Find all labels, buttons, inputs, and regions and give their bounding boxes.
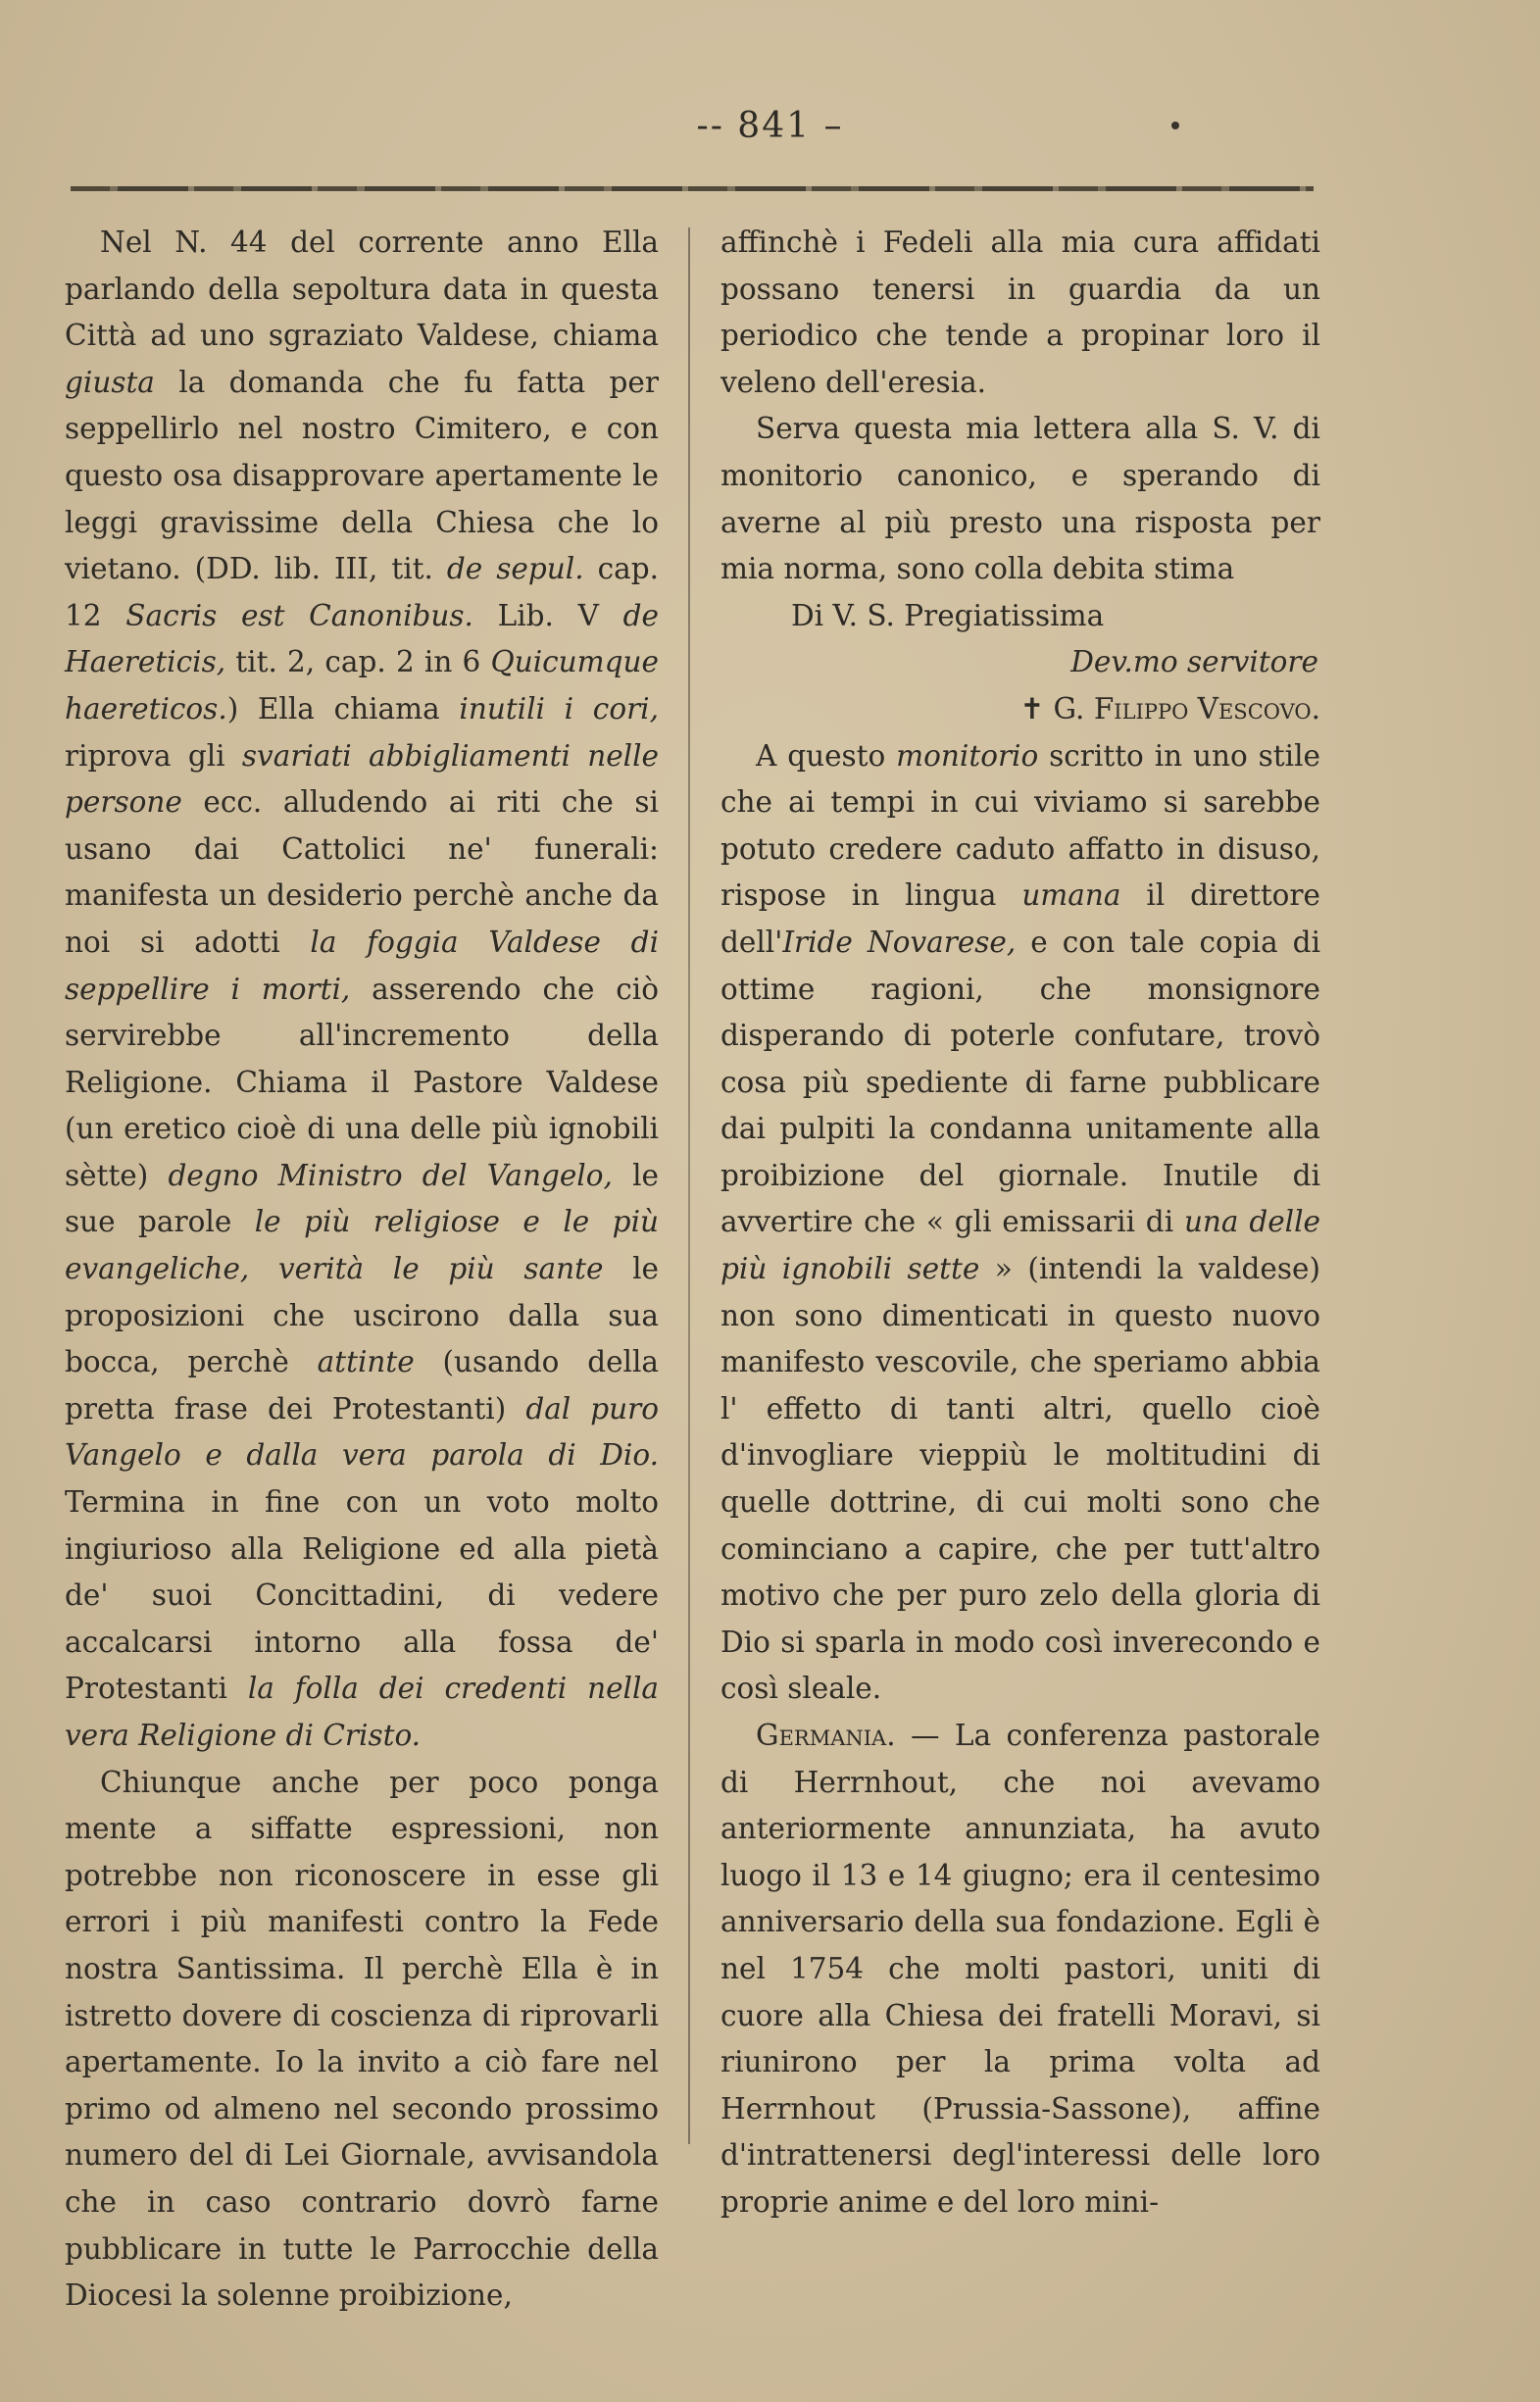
left-paragraph-2: Chiunque anche per poco ponga mente a siffatte espressioni, non potrebbe non riconoscere in esse gli errori i più manifesti contro la Fede nostra Santissima. Il perchè Ella è in istretto dovere di coscienza di riprovarli apertamente. Io la invito a ciò fare nel primo od almeno nel secondo prossimo numero del di Lei Giornale, avvisandola che in caso contrario dovrò farne pubblicare in tutte le Parrocchie della Diocesi la solenne proibizione, bbox=[65, 1765, 659, 2313]
italic-phrase: la foggia Valdese di seppellire i morti, bbox=[65, 925, 659, 1006]
text-run: » (intendi la valdese) non sono dimenticati in questo nuovo manifesto vescovile, che speriamo abbia l' effetto di tanti altri, quello cioè d'invogliare vieppiù le moltitudini di quelle dottrine, di cui molti sono che cominciano a capire, che per tutt'altro motivo che per puro zelo della gloria di Dio si sparla in modo così inverecondo e così sleale. bbox=[720, 1252, 1320, 1706]
italic-phrase: la folla dei credenti nella vera Religione di Cristo. bbox=[65, 1672, 659, 1752]
italic-phrase: attinte bbox=[317, 1345, 415, 1379]
text-run: Lib. V bbox=[472, 598, 623, 632]
italic-phrase: Iride Novarese, bbox=[782, 925, 1017, 959]
text-run: ) Ella chiama bbox=[226, 691, 460, 726]
text-run: e con tale copia di ottime ragioni, che monsignore disperando di poterle confutare, trovò cosa più spediente di farne pubblicare dai pulpiti la condanna unitamente alla proibizione del giornale. Inutile di avvertire che « gli emissarii di bbox=[720, 925, 1321, 1239]
text-run: asserendo che ciò servirebbe all'incremento della Religione. Chiama il Pastore Valdese (un eretico cioè di una delle più ignobili sètte) bbox=[65, 972, 659, 1192]
signature-title: Dev.mo servitore bbox=[1070, 645, 1318, 679]
text-run: A questo bbox=[756, 738, 897, 773]
germania-text: — La conferenza pastorale di Herrnhout, che noi avevamo anteriormente annunziata, ha avuto luogo il 13 e 14 giugno; era il centesimo anniversario della sua fondazione. Egli è nel 1754 che molti pastori, uniti di cuore alla Chiesa dei fratelli Moravi, si riunirono per la prima volta ad Herrnhout (Prussia-Sassone), affine d'intrattenersi degl'interessi delle loro proprie anime e del loro mini- bbox=[720, 1719, 1320, 2219]
italic-phrase: degno Ministro del Vangelo, bbox=[168, 1158, 613, 1192]
text-run: cap. 12 bbox=[65, 552, 659, 632]
right-paragraph-4 bbox=[720, 1713, 1320, 2227]
left-column bbox=[65, 220, 659, 2320]
text-run: tit. 2, cap. 2 in 6 bbox=[225, 645, 491, 679]
italic-phrase: inutili i cori, bbox=[459, 691, 659, 726]
left-paragraph-1 bbox=[65, 220, 659, 1760]
text-run: la domanda che fu fatta per seppellirlo nel nostro Cimitero, e con questo osa disapprovare apertamente le leggi gravissime della Chiesa che lo vietano. (DD. lib. III, tit. bbox=[65, 365, 659, 586]
text-run: scritto in uno stile che ai tempi in cui viviamo si sarebbe potuto credere caduto affatto in disuso, rispose in lingua bbox=[720, 738, 1320, 913]
text-run: le sue parole bbox=[65, 1158, 659, 1239]
right-column bbox=[720, 220, 1320, 2227]
italic-phrase: svariati abbigliamenti nelle persone bbox=[65, 738, 659, 820]
signature bbox=[720, 686, 1320, 733]
text-run: il direttore dell' bbox=[720, 878, 1320, 959]
header-rule bbox=[71, 186, 1314, 191]
text-run: Termina in fine con un voto molto ingiurioso alla Religione ed alla pietà de' suoi Concittadini, di vedere accalcarsi intorno alla fossa de' Protestanti bbox=[65, 1485, 659, 1706]
right-paragraph-2: Serva questa mia lettera alla S. V. di monitorio canonico, e sperando di averne al più presto una risposta per mia norma, sono colla debita stima bbox=[720, 412, 1320, 586]
italic-phrase: giusta bbox=[65, 365, 155, 399]
italic-phrase: umana bbox=[1021, 878, 1121, 913]
text-run: (usando della pretta frase dei Protestanti) bbox=[65, 1345, 659, 1426]
italic-phrase: le più religiose e le più evangeliche, verità le più sante bbox=[65, 1205, 659, 1286]
italic-phrase: de sepul. bbox=[446, 552, 584, 586]
italic-phrase: Quicumque haereticos. bbox=[65, 645, 659, 726]
italic-phrase: una delle più ignobili sette bbox=[720, 1205, 1320, 1286]
italic-phrase: Sacris est Canonibus. bbox=[125, 598, 473, 632]
right-paragraph-3 bbox=[720, 733, 1320, 1713]
signature-cross: ✝ G. bbox=[1019, 691, 1094, 726]
text-run: le proposizioni che uscirono dalla sua bocca, perchè bbox=[65, 1252, 659, 1379]
page-number: -- 841 – bbox=[696, 106, 844, 146]
salutation: Di V. S. Pregiatissima bbox=[791, 598, 1105, 632]
section-heading-germania: Germania. bbox=[756, 1719, 896, 1752]
ink-dot bbox=[1171, 122, 1179, 129]
italic-phrase: monitorio bbox=[896, 738, 1039, 773]
signature-name: Filippo Vescovo. bbox=[1093, 691, 1320, 726]
italic-phrase: de Haereticis, bbox=[65, 598, 659, 679]
text-run: riprova gli bbox=[65, 738, 242, 773]
column-divider bbox=[688, 227, 690, 2144]
text-run: Nel N. 44 del corrente anno Ella parlando della sepoltura data in questa Città ad uno sgraziato Valdese, chiama bbox=[65, 225, 659, 353]
italic-phrase: dal puro Vangelo e dalla vera parola di Dio. bbox=[65, 1391, 660, 1473]
text-run: ecc. alludendo ai riti che si usano dai Cattolici ne' funerali: manifesta un desiderio perchè anche da noi si adotti bbox=[65, 785, 659, 959]
page-header bbox=[0, 106, 1540, 146]
right-paragraph-1: affinchè i Fedeli alla mia cura affidati possano tenersi in guardia da un periodico che tende a propinar loro il veleno dell'eresia. bbox=[720, 225, 1320, 399]
